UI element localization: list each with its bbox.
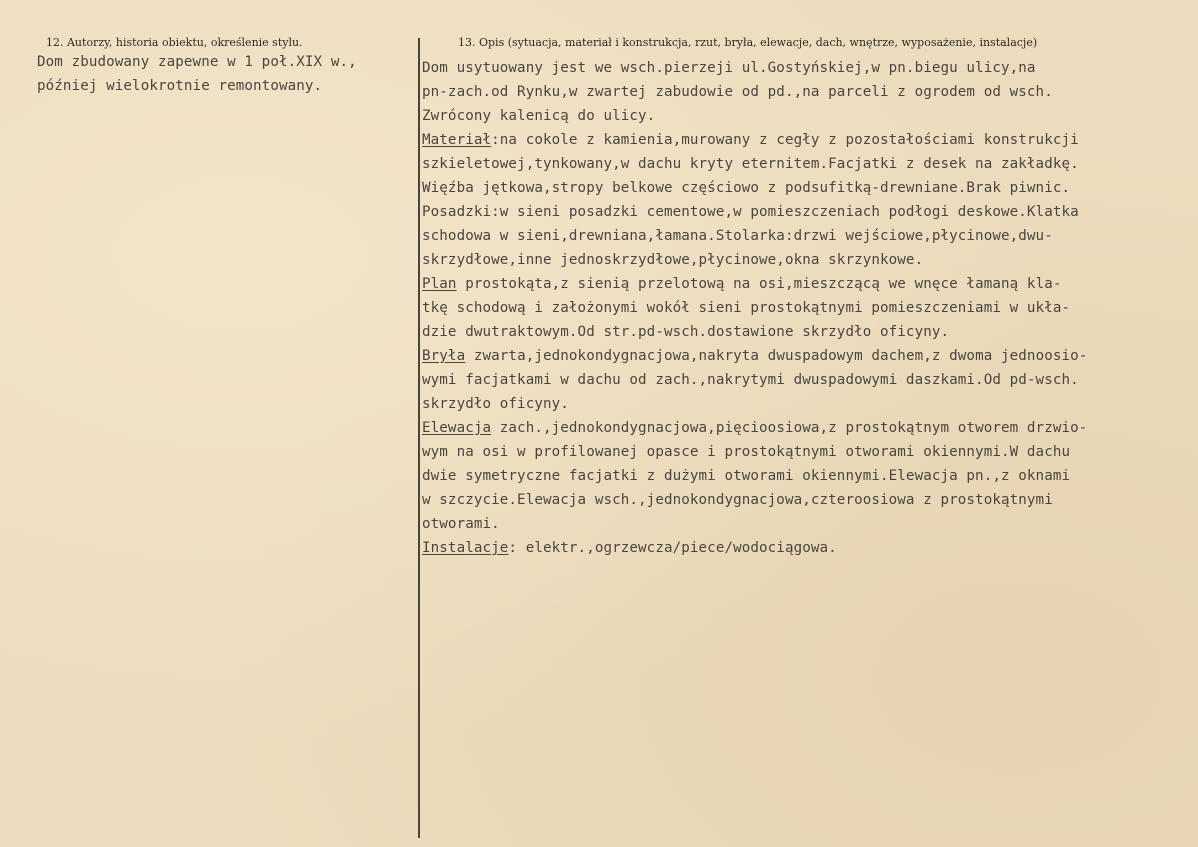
section-keyword: Instalacje	[422, 540, 509, 556]
description-line-text: Zwrócony kalenicą do ulicy.	[422, 108, 656, 124]
description-line-text: schodowa w sieni,drewniana,łamana.Stolarka:drzwi wejściowe,płycinowe,dwu-	[422, 228, 1053, 244]
description-line	[422, 512, 1087, 536]
description-line-text: skrzydłowe,inne jednoskrzydłowe,płycinowe,okna skrzynkowe.	[422, 252, 924, 268]
description-line-text: dzie dwutraktowym.Od str.pd-wsch.dostawione skrzydło oficyny.	[422, 324, 950, 340]
description-line	[422, 248, 1087, 272]
description-line-text: dwie symetryczne facjatki z dużymi otworami okiennymi.Elewacja pn.,z oknami	[422, 468, 1071, 484]
description-line	[422, 440, 1087, 464]
description-line	[422, 56, 1087, 80]
description-line-text: otworami.	[422, 516, 500, 532]
description-line-text: :na cokole z kamienia,murowany z cegły z pozostałościami konstrukcji	[491, 132, 1079, 148]
description-line-text: wym na osi w profilowanej opasce i prostokątnymi otworami okiennymi.W dachu	[422, 444, 1071, 460]
left-column-header: 12. Autorzy, historia obiektu, określenie stylu.	[46, 36, 303, 49]
description-line-text: wymi facjatkami w dachu od zach.,nakrytymi dwuspadowymi daszkami.Od pd-wsch.	[422, 372, 1079, 388]
description-line	[422, 368, 1087, 392]
description-line-text: Dom usytuowany jest we wsch.pierzeji ul.Gostyńskiej,w pn.biegu ulicy,na	[422, 60, 1036, 76]
description-line	[422, 128, 1087, 152]
right-column-header: 13. Opis (sytuacja, materiał i konstrukcja, rzut, bryła, elewacje, dach, wnętrze, wyposażenie, instalacje)	[458, 36, 1038, 49]
description-line	[422, 296, 1087, 320]
description-line-text: prostokąta,z sienią przelotową na osi,mieszczącą we wnęce łamaną kla-	[456, 276, 1062, 292]
description-line-text: szkieletowej,tynkowany,w dachu kryty eternitem.Facjatki z desek na zakładkę.	[422, 156, 1079, 172]
description-line	[422, 344, 1087, 368]
description-line	[422, 416, 1087, 440]
description-line	[422, 200, 1087, 224]
description-line	[422, 80, 1087, 104]
description-line-text: skrzydło oficyny.	[422, 396, 569, 412]
section-keyword: Materiał	[422, 132, 492, 148]
description-line	[422, 272, 1087, 296]
description-line	[422, 152, 1087, 176]
description-line-text: zwarta,jednokondygnacjowa,nakryta dwuspadowym dachem,z dwoma jednoosio-	[465, 348, 1088, 364]
section-keyword: Plan	[422, 276, 457, 292]
description-line-text: tkę schodową i założonymi wokół sieni prostokątnymi pomieszczeniami w ukła-	[422, 300, 1071, 316]
description-line	[422, 224, 1087, 248]
description-line	[422, 104, 1087, 128]
description-line-text: pn-zach.od Rynku,w zwartej zabudowie od pd.,na parceli z ogrodem od wsch.	[422, 84, 1053, 100]
description-text	[422, 56, 1087, 560]
history-line: później wielokrotnie remontowany.	[37, 78, 323, 94]
history-text	[37, 50, 357, 98]
section-keyword: Bryła	[422, 348, 466, 364]
section-keyword: Elewacja	[422, 420, 492, 436]
description-line-text: Więźba jętkowa,stropy belkowe częściowo z podsufitką-drewniane.Brak piwnic.	[422, 180, 1071, 196]
history-line: Dom zbudowany zapewne w 1 poł.XIX w.,	[37, 54, 357, 70]
description-line	[422, 464, 1087, 488]
description-line	[422, 392, 1087, 416]
description-line-text: : elektr.,ogrzewcza/piece/wodociągowa.	[508, 540, 837, 556]
description-line	[422, 488, 1087, 512]
description-line-text: w szczycie.Elewacja wsch.,jednokondygnacjowa,czteroosiowa z prostokątnymi	[422, 492, 1053, 508]
description-line-text: Posadzki:w sieni posadzki cementowe,w pomieszczeniach podłogi deskowe.Klatka	[422, 204, 1079, 220]
description-line	[422, 536, 1087, 560]
description-line-text: zach.,jednokondygnacjowa,pięcioosiowa,z prostokątnym otworem drzwio-	[491, 420, 1088, 436]
column-divider	[418, 38, 420, 838]
description-line	[422, 176, 1087, 200]
description-line	[422, 320, 1087, 344]
